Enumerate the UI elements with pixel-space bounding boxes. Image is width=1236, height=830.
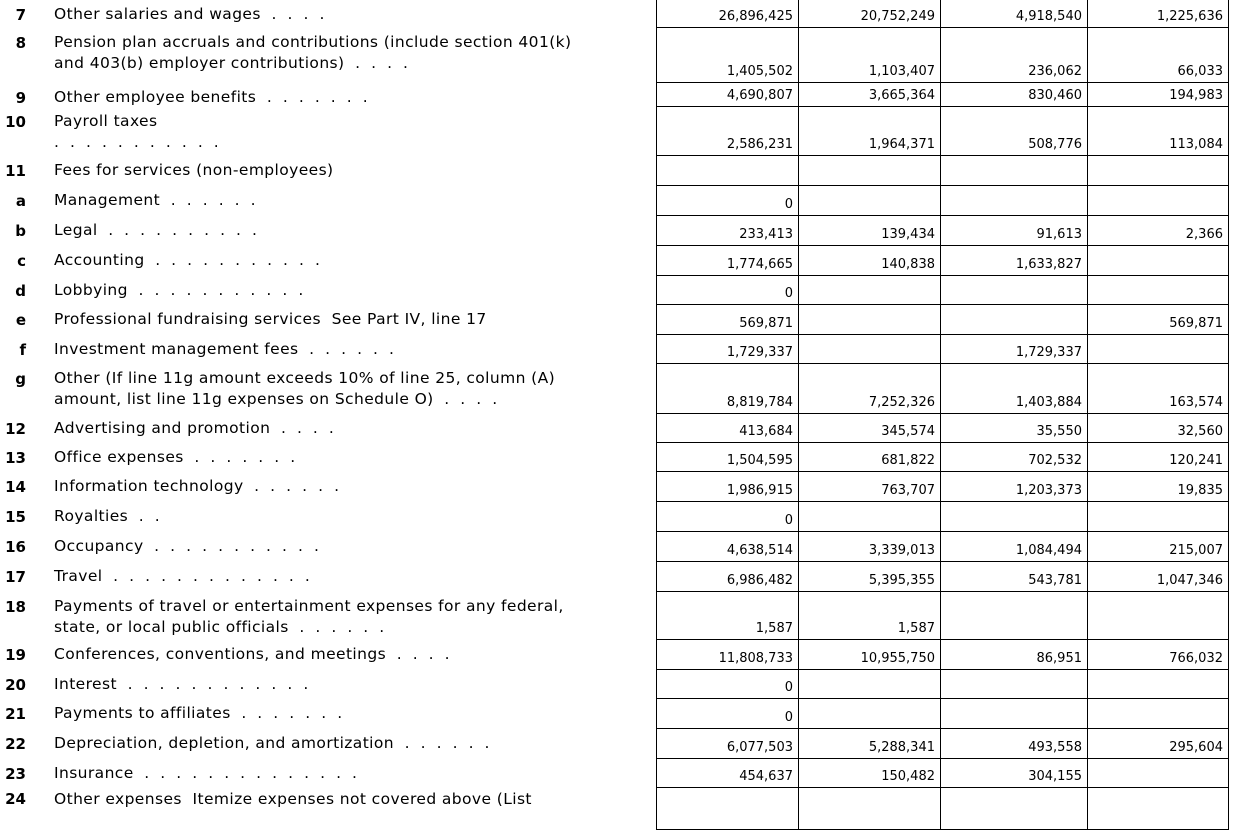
amount-value: 163,574 [1169, 395, 1223, 410]
amount-cell-col-b[interactable] [798, 276, 940, 305]
form-line-13 [0, 443, 1236, 472]
line-number: 7 [15, 6, 26, 24]
amount-cell-col-b[interactable] [798, 443, 940, 472]
amount-cell-col-a[interactable] [656, 246, 798, 276]
amount-cell-col-d[interactable] [1087, 156, 1229, 186]
line-description: Conferences, conventions, and meetings . . . . [54, 645, 450, 663]
line-number: 13 [5, 449, 26, 467]
amount-value: 236,062 [1028, 64, 1082, 79]
amount-value: 508,776 [1028, 137, 1082, 152]
line-description: Professional fundraising services See Part IV, line 17 [54, 310, 487, 328]
amount-cell-col-d[interactable] [1087, 28, 1229, 83]
amount-cell-col-d[interactable] [1087, 562, 1229, 592]
line-description: Management . . . . . . [54, 191, 256, 209]
amount-cell-col-b[interactable] [798, 216, 940, 246]
amount-value: 2,586,231 [726, 137, 793, 152]
amount-cell-col-c[interactable] [940, 83, 1087, 107]
line-description: Legal . . . . . . . . . . [54, 221, 258, 239]
amount-cell-col-b[interactable] [798, 562, 940, 592]
amount-cell-col-c[interactable] [940, 364, 1087, 414]
amount-value: 1,587 [755, 621, 793, 636]
line-description: Payments of travel or entertainment expenses for any federal, [54, 597, 564, 615]
line-number: b [15, 222, 26, 240]
amount-value: 26,896,425 [718, 9, 793, 24]
amount-value: 140,838 [881, 257, 935, 272]
amount-value: 1,084,494 [1015, 543, 1082, 558]
line-description: amount, list line 11g expenses on Schedule O) . . . . [54, 390, 498, 408]
amount-cell-col-d[interactable] [1087, 670, 1229, 699]
amount-cell-col-a[interactable] [656, 759, 798, 788]
amount-value: 1,403,884 [1015, 395, 1082, 410]
amount-cell-col-c[interactable] [940, 472, 1087, 502]
amount-cell-col-b[interactable] [798, 592, 940, 640]
amount-value: 35,550 [1036, 424, 1082, 439]
amount-value: 6,986,482 [726, 573, 793, 588]
amount-value: 830,460 [1028, 88, 1082, 103]
amount-cell-col-d[interactable] [1087, 502, 1229, 532]
amount-cell-col-d[interactable] [1087, 246, 1229, 276]
line-description: . . . . . . . . . . . [54, 133, 220, 151]
line-description: Payments to affiliates . . . . . . . [54, 704, 343, 722]
amount-cell-col-c[interactable] [940, 670, 1087, 699]
amount-cell-col-c[interactable] [940, 276, 1087, 305]
form-line-12 [0, 414, 1236, 443]
amount-cell-col-a[interactable] [656, 640, 798, 670]
amount-value: 0 [784, 513, 793, 528]
line-description: Other (If line 11g amount exceeds 10% of line 25, column (A) [54, 369, 556, 387]
amount-value: 702,532 [1028, 453, 1082, 468]
amount-cell-col-b[interactable] [798, 83, 940, 107]
amount-cell-col-a[interactable] [656, 788, 798, 830]
amount-cell-col-c[interactable] [940, 246, 1087, 276]
amount-value: 1,203,373 [1015, 483, 1082, 498]
form-line-c [0, 246, 1236, 276]
line-description: Royalties . . [54, 507, 161, 525]
amount-cell-col-c[interactable] [940, 28, 1087, 83]
form-line-15 [0, 502, 1236, 532]
amount-value: 215,007 [1169, 543, 1223, 558]
amount-cell-col-d[interactable] [1087, 640, 1229, 670]
line-number: f [19, 341, 26, 359]
line-description: Information technology . . . . . . [54, 477, 340, 495]
amount-cell-col-d[interactable] [1087, 443, 1229, 472]
amount-value: 681,822 [881, 453, 935, 468]
form-line-17 [0, 562, 1236, 592]
amount-cell-col-b[interactable] [798, 414, 940, 443]
line-description: Travel . . . . . . . . . . . . . [54, 567, 311, 585]
form-line-9 [0, 83, 1236, 107]
amount-value: 569,871 [1169, 316, 1223, 331]
amount-value: 19,835 [1177, 483, 1223, 498]
line-number: d [15, 282, 26, 300]
form-line-g [0, 364, 1236, 414]
form-line-b [0, 216, 1236, 246]
form-line-e [0, 305, 1236, 335]
amount-value: 0 [784, 286, 793, 301]
line-number: 22 [5, 735, 26, 753]
amount-value: 766,032 [1169, 651, 1223, 666]
form-line-24 [0, 788, 1236, 830]
amount-value: 233,413 [739, 227, 793, 242]
amount-value: 91,613 [1036, 227, 1082, 242]
line-description: Fees for services (non-employees) [54, 161, 334, 179]
amount-value: 1,047,346 [1156, 573, 1223, 588]
amount-value: 8,819,784 [726, 395, 793, 410]
amount-cell-col-b[interactable] [798, 670, 940, 699]
form-line-16 [0, 532, 1236, 562]
amount-cell-col-c[interactable] [940, 699, 1087, 729]
amount-value: 6,077,503 [726, 740, 793, 755]
line-description: state, or local public officials . . . . . . [54, 618, 385, 636]
amount-cell-col-a[interactable] [656, 699, 798, 729]
amount-cell-col-c[interactable] [940, 335, 1087, 364]
amount-cell-col-d[interactable] [1087, 699, 1229, 729]
amount-cell-col-a[interactable] [656, 335, 798, 364]
amount-cell-col-d[interactable] [1087, 472, 1229, 502]
amount-cell-col-a[interactable] [656, 532, 798, 562]
line-description: Other employee benefits . . . . . . . [54, 88, 369, 106]
amount-value: 1,103,407 [868, 64, 935, 79]
line-number: 14 [5, 478, 26, 496]
amount-value: 20,752,249 [860, 9, 935, 24]
amount-value: 1,587 [897, 621, 935, 636]
line-description: Office expenses . . . . . . . [54, 448, 296, 466]
amount-cell-col-a[interactable] [656, 216, 798, 246]
amount-value: 66,033 [1177, 64, 1223, 79]
amount-value: 2,366 [1185, 227, 1223, 242]
amount-cell-col-c[interactable] [940, 186, 1087, 216]
amount-cell-col-d[interactable] [1087, 83, 1229, 107]
form-line-18 [0, 592, 1236, 640]
amount-cell-col-c[interactable] [940, 502, 1087, 532]
amount-value: 345,574 [881, 424, 935, 439]
amount-cell-col-c[interactable] [940, 156, 1087, 186]
amount-cell-col-c[interactable] [940, 443, 1087, 472]
amount-value: 1,405,502 [726, 64, 793, 79]
amount-value: 5,395,355 [868, 573, 935, 588]
amount-value: 1,729,337 [726, 345, 793, 360]
line-description: Investment management fees . . . . . . [54, 340, 395, 358]
amount-cell-col-a[interactable] [656, 305, 798, 335]
line-number: 9 [15, 89, 26, 107]
line-description: Advertising and promotion . . . . [54, 419, 335, 437]
amount-value: 3,665,364 [868, 88, 935, 103]
amount-value: 139,434 [881, 227, 935, 242]
line-description: Depreciation, depletion, and amortization . . . . . . [54, 734, 490, 752]
line-description: Other expenses Itemize expenses not covered above (List [54, 790, 532, 808]
line-number: 8 [15, 34, 26, 52]
amount-cell-col-c[interactable] [940, 788, 1087, 830]
amount-cell-col-b[interactable] [798, 502, 940, 532]
amount-value: 11,808,733 [718, 651, 793, 666]
amount-cell-col-b[interactable] [798, 759, 940, 788]
amount-cell-col-b[interactable] [798, 107, 940, 156]
amount-value: 32,560 [1177, 424, 1223, 439]
amount-value: 7,252,326 [868, 395, 935, 410]
amount-value: 295,604 [1169, 740, 1223, 755]
amount-cell-col-d[interactable] [1087, 729, 1229, 759]
amount-cell-col-c[interactable] [940, 562, 1087, 592]
amount-value: 3,339,013 [868, 543, 935, 558]
amount-value: 194,983 [1169, 88, 1223, 103]
amount-cell-col-d[interactable] [1087, 592, 1229, 640]
line-number: g [15, 370, 26, 388]
line-number: 12 [5, 420, 26, 438]
line-description: Lobbying . . . . . . . . . . . [54, 281, 304, 299]
form-line-10 [0, 107, 1236, 156]
amount-cell-col-b[interactable] [798, 788, 940, 830]
line-number: 10 [5, 113, 26, 131]
amount-value: 0 [784, 680, 793, 695]
amount-value: 763,707 [881, 483, 935, 498]
amount-cell-col-d[interactable] [1087, 788, 1229, 830]
amount-value: 120,241 [1169, 453, 1223, 468]
amount-value: 493,558 [1028, 740, 1082, 755]
amount-cell-col-b[interactable] [798, 364, 940, 414]
amount-cell-col-a[interactable] [656, 28, 798, 83]
amount-cell-col-a[interactable] [656, 156, 798, 186]
amount-cell-col-b[interactable] [798, 0, 940, 28]
amount-value: 0 [784, 197, 793, 212]
amount-cell-col-a[interactable] [656, 276, 798, 305]
amount-cell-col-b[interactable] [798, 532, 940, 562]
amount-value: 1,774,665 [726, 257, 793, 272]
line-number: 24 [5, 790, 26, 808]
amount-cell-col-a[interactable] [656, 0, 798, 28]
amount-cell-col-a[interactable] [656, 443, 798, 472]
amount-value: 5,288,341 [868, 740, 935, 755]
form-line-8 [0, 28, 1236, 83]
amount-value: 4,690,807 [726, 88, 793, 103]
form-line-14 [0, 472, 1236, 502]
amount-cell-col-b[interactable] [798, 472, 940, 502]
amount-cell-col-b[interactable] [798, 246, 940, 276]
line-number: 23 [5, 765, 26, 783]
amount-cell-col-c[interactable] [940, 0, 1087, 28]
form-line-22 [0, 729, 1236, 759]
line-description: and 403(b) employer contributions) . . . . [54, 54, 409, 72]
amount-cell-col-b[interactable] [798, 156, 940, 186]
amount-cell-col-b[interactable] [798, 28, 940, 83]
amount-cell-col-a[interactable] [656, 186, 798, 216]
amount-value: 1,986,915 [726, 483, 793, 498]
amount-cell-col-a[interactable] [656, 472, 798, 502]
amount-cell-col-d[interactable] [1087, 186, 1229, 216]
amount-cell-col-d[interactable] [1087, 276, 1229, 305]
amount-value: 4,918,540 [1015, 9, 1082, 24]
amount-cell-col-a[interactable] [656, 107, 798, 156]
amount-value: 1,504,595 [726, 453, 793, 468]
amount-cell-col-c[interactable] [940, 305, 1087, 335]
line-number: 11 [5, 162, 26, 180]
amount-cell-col-d[interactable] [1087, 305, 1229, 335]
amount-cell-col-c[interactable] [940, 414, 1087, 443]
amount-value: 413,684 [739, 424, 793, 439]
amount-cell-col-c[interactable] [940, 107, 1087, 156]
line-description: Other salaries and wages . . . . [54, 5, 325, 23]
form-line-11 [0, 156, 1236, 186]
amount-cell-col-b[interactable] [798, 186, 940, 216]
amount-cell-col-b[interactable] [798, 305, 940, 335]
amount-value: 10,955,750 [860, 651, 935, 666]
form-line-23 [0, 759, 1236, 788]
line-description: Occupancy . . . . . . . . . . . [54, 537, 320, 555]
amount-cell-col-c[interactable] [940, 216, 1087, 246]
line-description: Accounting . . . . . . . . . . . [54, 251, 321, 269]
amount-value: 113,084 [1169, 137, 1223, 152]
amount-cell-col-d[interactable] [1087, 364, 1229, 414]
line-number: 21 [5, 705, 26, 723]
amount-cell-col-a[interactable] [656, 83, 798, 107]
line-description: Insurance . . . . . . . . . . . . . . [54, 764, 358, 782]
amount-cell-col-a[interactable] [656, 414, 798, 443]
line-description: Payroll taxes [54, 112, 158, 130]
form-line-f [0, 335, 1236, 364]
amount-cell-col-b[interactable] [798, 729, 940, 759]
line-number: 20 [5, 676, 26, 694]
amount-cell-col-d[interactable] [1087, 532, 1229, 562]
amount-cell-col-d[interactable] [1087, 107, 1229, 156]
line-number: 18 [5, 598, 26, 616]
amount-cell-col-b[interactable] [798, 335, 940, 364]
line-number: 16 [5, 538, 26, 556]
amount-cell-col-d[interactable] [1087, 759, 1229, 788]
form-line-19 [0, 640, 1236, 670]
amount-cell-col-a[interactable] [656, 562, 798, 592]
amount-value: 4,638,514 [726, 543, 793, 558]
amount-cell-col-c[interactable] [940, 592, 1087, 640]
amount-cell-col-c[interactable] [940, 759, 1087, 788]
amount-value: 1,729,337 [1015, 345, 1082, 360]
amount-cell-col-d[interactable] [1087, 216, 1229, 246]
amount-value: 86,951 [1036, 651, 1082, 666]
line-number: a [15, 192, 26, 210]
line-number: 17 [5, 568, 26, 586]
amount-value: 1,964,371 [868, 137, 935, 152]
line-number: e [15, 311, 26, 329]
amount-cell-col-a[interactable] [656, 592, 798, 640]
form-line-7 [0, 0, 1236, 28]
amount-value: 1,633,827 [1015, 257, 1082, 272]
form-line-d [0, 276, 1236, 305]
amount-value: 304,155 [1028, 769, 1082, 784]
amount-cell-col-a[interactable] [656, 502, 798, 532]
line-description: Interest . . . . . . . . . . . . [54, 675, 309, 693]
amount-cell-col-a[interactable] [656, 729, 798, 759]
line-number: c [17, 252, 26, 270]
amount-cell-col-b[interactable] [798, 699, 940, 729]
amount-value: 1,225,636 [1156, 9, 1223, 24]
amount-cell-col-b[interactable] [798, 640, 940, 670]
amount-value: 150,482 [881, 769, 935, 784]
form-line-a [0, 186, 1236, 216]
amount-cell-col-c[interactable] [940, 640, 1087, 670]
line-number: 15 [5, 508, 26, 526]
amount-value: 0 [784, 710, 793, 725]
amount-cell-col-d[interactable] [1087, 335, 1229, 364]
amount-cell-col-c[interactable] [940, 729, 1087, 759]
line-number: 19 [5, 646, 26, 664]
form-line-21 [0, 699, 1236, 729]
form-line-20 [0, 670, 1236, 699]
amount-value: 569,871 [739, 316, 793, 331]
amount-cell-col-d[interactable] [1087, 414, 1229, 443]
amount-value: 454,637 [739, 769, 793, 784]
amount-cell-col-a[interactable] [656, 670, 798, 699]
amount-cell-col-c[interactable] [940, 532, 1087, 562]
amount-cell-col-a[interactable] [656, 364, 798, 414]
amount-value: 543,781 [1028, 573, 1082, 588]
line-description: Pension plan accruals and contributions (include section 401(k) [54, 33, 572, 51]
amount-cell-col-d[interactable] [1087, 0, 1229, 28]
